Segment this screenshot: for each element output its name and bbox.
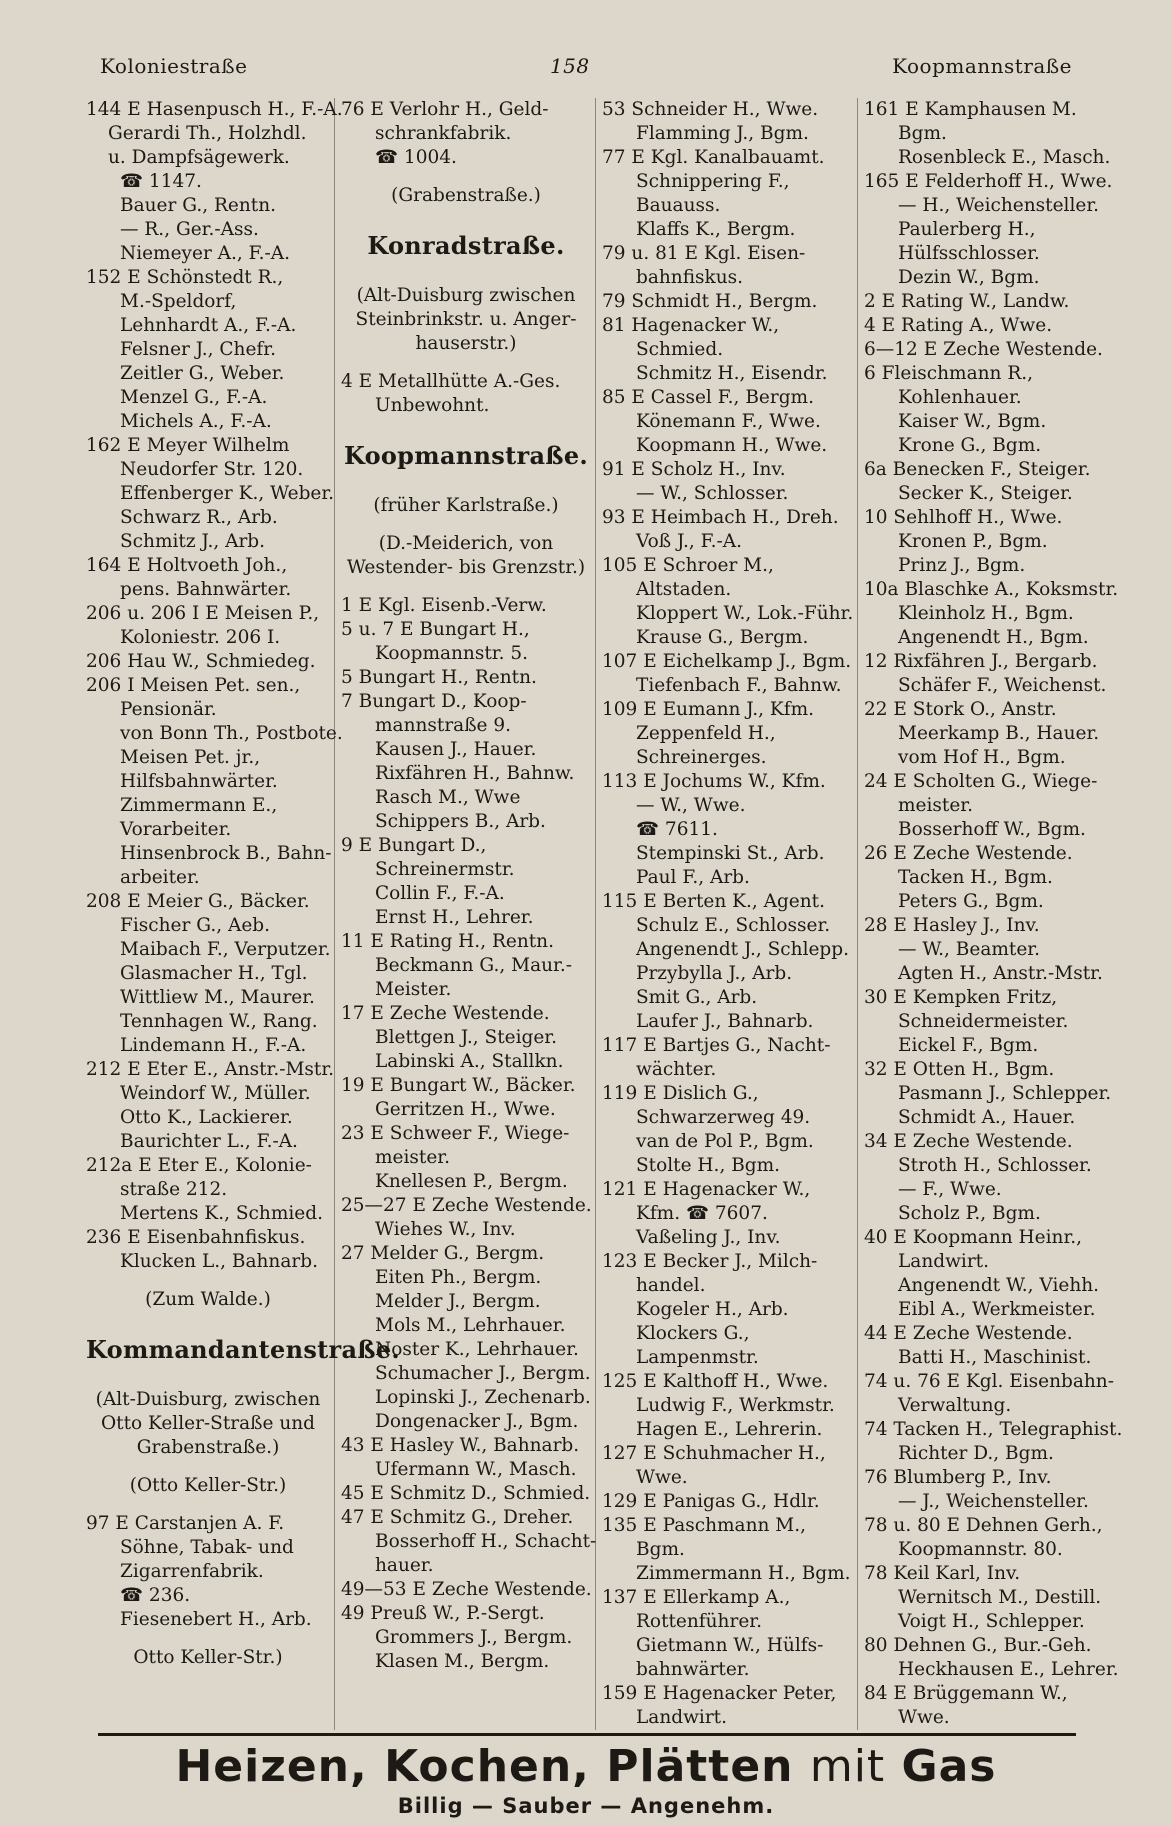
directory-entry: Klasen M., Bergm. xyxy=(375,1651,550,1672)
directory-entry: Bosserhoff W., Bgm. xyxy=(898,819,1086,840)
directory-entry: M.-Speldorf, xyxy=(120,291,237,312)
directory-entry: 79 Schmidt H., Bergm. xyxy=(602,291,818,312)
spacer xyxy=(341,270,591,284)
directory-entry: 43 E Hasley W., Bahnarb. xyxy=(341,1435,580,1456)
directory-entry: Hülfsschlosser. xyxy=(898,243,1040,264)
directory-entry: von Bonn Th., Postbote. xyxy=(120,723,343,744)
advert-word-3: Plätten xyxy=(606,1741,794,1792)
directory-entry: Altstaden. xyxy=(636,579,732,600)
directory-entry: 206 u. 206 I E Meisen P., xyxy=(86,603,320,624)
column-1 xyxy=(80,98,401,1730)
directory-entry: Koopmannstr. 80. xyxy=(898,1539,1063,1560)
directory-columns xyxy=(80,98,1123,1728)
page-number: 158 xyxy=(549,54,590,78)
spacer xyxy=(341,480,591,494)
directory-entry: Blettgen J., Steiger. xyxy=(375,1027,557,1048)
spacer xyxy=(341,418,591,432)
street-note: (D.-Meiderich, von xyxy=(378,533,554,554)
directory-entry: Rottenführer. xyxy=(636,1611,762,1632)
directory-entry: 25—27 E Zeche Westende. xyxy=(341,1195,592,1216)
directory-entry: Kfm. ☎ 7607. xyxy=(636,1203,768,1224)
directory-entry: Fischer G., Aeb. xyxy=(120,915,270,936)
directory-entry: Otto K., Lackierer. xyxy=(120,1107,293,1128)
directory-entry: Baurichter L., F.-A. xyxy=(120,1131,298,1152)
spacer xyxy=(341,580,591,594)
directory-entry: 26 E Zeche Westende. xyxy=(864,843,1073,864)
directory-entry: Wittliew M., Maurer. xyxy=(120,987,315,1008)
directory-entry: Klucken L., Bahnarb. xyxy=(120,1251,318,1272)
directory-entry: meister. xyxy=(898,795,973,816)
directory-entry: Dezin W., Bgm. xyxy=(898,267,1040,288)
directory-entry: 78 u. 80 E Dehnen Gerh., xyxy=(864,1515,1103,1536)
directory-entry: Lopinski J., Zechenarb. xyxy=(375,1387,591,1408)
street-note: (früher Karlstraße.) xyxy=(373,495,559,516)
directory-entry: Zimmermann H., Bgm. xyxy=(636,1563,851,1584)
directory-entry: straße 212. xyxy=(120,1179,228,1200)
directory-entry: 47 E Schmitz G., Dreher. xyxy=(341,1507,574,1528)
directory-entry: 77 E Kgl. Kanalbauamt. xyxy=(602,147,825,168)
directory-entry: 117 E Bartjes G., Nacht- xyxy=(602,1035,831,1056)
directory-entry: ☎ 1147. xyxy=(120,171,202,192)
directory-entry: 107 E Eichelkamp J., Bgm. xyxy=(602,651,852,672)
street-note: Steinbrinkstr. u. Anger- xyxy=(355,309,577,330)
directory-entry: Glasmacher H., Tgl. xyxy=(120,963,308,984)
street-heading: Konradstraße. xyxy=(367,231,565,260)
directory-entry: 137 E Ellerkamp A., xyxy=(602,1587,791,1608)
directory-entry: 80 Dehnen G., Bur.-Geh. xyxy=(864,1635,1092,1656)
directory-entry: arbeiter. xyxy=(120,867,200,888)
directory-entry: 165 E Felderhoff H., Wwe. xyxy=(864,171,1113,192)
directory-entry: 24 E Scholten G., Wiege- xyxy=(864,771,1098,792)
directory-entry: meister. xyxy=(375,1147,450,1168)
directory-entry: 129 E Panigas G., Hdlr. xyxy=(602,1491,820,1512)
directory-entry: Koopmannstr. 5. xyxy=(375,643,528,664)
advert-word-1: Heizen, xyxy=(175,1741,368,1792)
directory-entry: Schnippering F., xyxy=(636,171,790,192)
directory-entry: Wwe. xyxy=(636,1467,688,1488)
directory-entry: Eickel F., Bgm. xyxy=(898,1035,1039,1056)
street-note: Grabenstraße.) xyxy=(136,1437,280,1458)
advert-word-2: Kochen, xyxy=(384,1741,590,1792)
spacer xyxy=(341,208,591,222)
directory-entry: Klockers G., xyxy=(636,1323,750,1344)
directory-entry: — W., Schlosser. xyxy=(636,483,789,504)
directory-entry: Grommers J., Bergm. xyxy=(375,1627,573,1648)
directory-entry: Bgm. xyxy=(636,1539,685,1560)
directory-entry: Melder J., Bergm. xyxy=(375,1291,541,1312)
directory-entry: Söhne, Tabak- und xyxy=(120,1537,294,1558)
directory-entry: Wwe. xyxy=(898,1707,950,1728)
directory-entry: 81 Hagenacker W., xyxy=(602,315,780,336)
directory-entry: Voigt H., Schlepper. xyxy=(898,1611,1085,1632)
directory-entry: Michels A., F.-A. xyxy=(120,411,272,432)
directory-entry: Schumacher J., Bergm. xyxy=(375,1363,591,1384)
directory-entry: Prinz J., Bgm. xyxy=(898,555,1026,576)
directory-entry: Schulz E., Schlosser. xyxy=(636,915,831,936)
directory-entry: 12 Rixfähren J., Bergarb. xyxy=(864,651,1098,672)
directory-entry: hauer. xyxy=(375,1555,434,1576)
directory-entry: Landwirt. xyxy=(898,1251,989,1272)
directory-entry: Dongenacker J., Bgm. xyxy=(375,1411,579,1432)
directory-entry: Meister. xyxy=(375,979,452,1000)
directory-entry: 6—12 E Zeche Westende. xyxy=(864,339,1103,360)
directory-entry: Paulerberg H., xyxy=(898,219,1036,240)
directory-entry: 127 E Schuhmacher H., xyxy=(602,1443,826,1464)
directory-entry: Peters G., Bgm. xyxy=(898,891,1044,912)
directory-entry: 49 Preuß W., P.-Sergt. xyxy=(341,1603,545,1624)
spacer xyxy=(86,1460,330,1474)
directory-entry: 30 E Kempken Fritz, xyxy=(864,987,1058,1008)
directory-entry: 28 E Hasley J., Inv. xyxy=(864,915,1040,936)
directory-entry: Kronen P., Bgm. xyxy=(898,531,1048,552)
directory-entry: Felsner J., Chefr. xyxy=(120,339,276,360)
directory-entry: handel. xyxy=(636,1275,706,1296)
directory-entry: 144 E Hasenpusch H., F.-A. xyxy=(86,99,343,120)
directory-entry: 105 E Schroer M., xyxy=(602,555,774,576)
street-heading: Koopmannstraße. xyxy=(343,441,589,470)
directory-entry: 164 E Holtvoeth Joh., xyxy=(86,555,288,576)
directory-entry: 125 E Kalthoff H., Wwe. xyxy=(602,1371,829,1392)
directory-entry: Menzel G., F.-A. xyxy=(120,387,268,408)
spacer xyxy=(341,518,591,532)
directory-entry: Eibl A., Werkmeister. xyxy=(898,1299,1096,1320)
street-note: (Grabenstraße.) xyxy=(391,185,541,206)
directory-entry: 113 E Jochums W., Kfm. xyxy=(602,771,826,792)
advert-headline xyxy=(0,1742,1172,1792)
directory-entry: bahnfiskus. xyxy=(636,267,744,288)
directory-entry: Wiehes W., Inv. xyxy=(375,1219,516,1240)
street-note: Otto Keller-Straße und xyxy=(100,1413,316,1434)
directory-entry: Effenberger K., Weber. xyxy=(120,483,335,504)
directory-entry: 1 E Kgl. Eisenb.-Verw. xyxy=(341,595,547,616)
directory-entry: Schmitz J., Arb. xyxy=(120,531,266,552)
directory-entry: Kohlenhauer. xyxy=(898,387,1022,408)
directory-entry: Bgm. xyxy=(898,123,947,144)
directory-entry: Weindorf W., Müller. xyxy=(120,1083,311,1104)
directory-entry: Kloppert W., Lok.-Führ. xyxy=(636,603,854,624)
directory-entry: 5 Bungart H., Rentn. xyxy=(341,667,537,688)
directory-entry: Noster K., Lehrhauer. xyxy=(375,1339,579,1360)
directory-entry: 49—53 E Zeche Westende. xyxy=(341,1579,592,1600)
directory-entry: — J., Weichensteller. xyxy=(898,1491,1089,1512)
directory-entry: Mols M., Lehrhauer. xyxy=(375,1315,566,1336)
directory-entry: Schmidt A., Hauer. xyxy=(898,1107,1076,1128)
directory-entry: Lehnhardt A., F.-A. xyxy=(120,315,297,336)
directory-entry: Knellesen P., Bergm. xyxy=(375,1171,568,1192)
directory-entry: Tennhagen W., Rang. xyxy=(120,1011,318,1032)
directory-entry: Ufermann W., Masch. xyxy=(375,1459,577,1480)
directory-entry: Eiten Ph., Bergm. xyxy=(375,1267,542,1288)
directory-entry: 79 u. 81 E Kgl. Eisen- xyxy=(602,243,806,264)
directory-entry: — H., Weichensteller. xyxy=(898,195,1100,216)
directory-entry: 74 u. 76 E Kgl. Eisenbahn- xyxy=(864,1371,1114,1392)
spacer xyxy=(341,170,591,184)
column-3 xyxy=(596,98,858,1730)
directory-entry: Pensionär. xyxy=(120,699,217,720)
spacer xyxy=(86,1498,330,1512)
directory-entry: Paul F., Arb. xyxy=(636,867,750,888)
directory-entry: 212a E Eter E., Kolonie- xyxy=(86,1155,312,1176)
directory-entry: Bauer G., Rentn. xyxy=(120,195,276,216)
directory-entry: 208 E Meier G., Bäcker. xyxy=(86,891,310,912)
directory-entry: 121 E Hagenacker W., xyxy=(602,1179,811,1200)
directory-entry: 34 E Zeche Westende. xyxy=(864,1131,1073,1152)
header-left-street: Koloniestraße xyxy=(100,54,248,78)
street-note: hauserstr.) xyxy=(415,333,517,354)
directory-entry: van de Pol P., Bgm. xyxy=(636,1131,814,1152)
street-note: (Zum Walde.) xyxy=(145,1289,271,1310)
directory-entry: 9 E Bungart D., xyxy=(341,835,487,856)
directory-entry: Batti H., Maschinist. xyxy=(898,1347,1092,1368)
directory-entry: Angenendt W., Viehh. xyxy=(898,1275,1100,1296)
directory-entry: — W., Wwe. xyxy=(636,795,746,816)
directory-entry: Neudorfer Str. 120. xyxy=(120,459,304,480)
directory-entry: 161 E Kamphausen M. xyxy=(864,99,1077,120)
directory-entry: Angenendt J., Schlepp. xyxy=(636,939,850,960)
street-note: Westender- bis Grenzstr.) xyxy=(346,557,586,578)
spacer xyxy=(341,356,591,370)
directory-entry: Krause G., Bergm. xyxy=(636,627,809,648)
directory-entry: 109 E Eumann J., Kfm. xyxy=(602,699,814,720)
directory-entry: Flamming J., Bgm. xyxy=(636,123,809,144)
directory-entry: Beckmann G., Maur.- xyxy=(375,955,572,976)
column-2 xyxy=(335,98,596,1730)
street-note: (Alt-Duisburg, zwischen xyxy=(95,1389,321,1410)
directory-entry: Schwarz R., Arb. xyxy=(120,507,278,528)
directory-entry: Gerritzen H., Wwe. xyxy=(375,1099,556,1120)
directory-entry: 6 Fleischmann R., xyxy=(864,363,1034,384)
directory-entry: Stroth H., Schlosser. xyxy=(898,1155,1092,1176)
directory-entry: 159 E Hagenacker Peter, xyxy=(602,1683,837,1704)
directory-entry: Könemann F., Wwe. xyxy=(636,411,821,432)
directory-entry: Meerkamp B., Hauer. xyxy=(898,723,1100,744)
directory-entry: Scholz P., Bgm. xyxy=(898,1203,1041,1224)
directory-entry: 45 E Schmitz D., Schmied. xyxy=(341,1483,591,1504)
directory-entry: Schwarzerweg 49. xyxy=(636,1107,811,1128)
directory-entry: ☎ 1004. xyxy=(375,147,457,168)
directory-entry: vom Hof H., Bgm. xyxy=(898,747,1066,768)
spacer xyxy=(86,1312,330,1326)
directory-entry: 78 Keil Karl, Inv. xyxy=(864,1563,1021,1584)
directory-entry: schrankfabrik. xyxy=(375,123,512,144)
directory-entry: Krone G., Bgm. xyxy=(898,435,1042,456)
directory-entry: Verwaltung. xyxy=(898,1395,1012,1416)
directory-entry: Landwirt. xyxy=(636,1707,727,1728)
header-right-street: Koopmannstraße xyxy=(892,54,1072,78)
directory-entry: Schreinerges. xyxy=(636,747,767,768)
directory-entry: 40 E Koopmann Heinr., xyxy=(864,1227,1083,1248)
directory-entry: Bosserhoff H., Schacht- xyxy=(375,1531,597,1552)
directory-entry: Meisen Pet. jr., xyxy=(120,747,261,768)
directory-entry: Pasmann J., Schlepper. xyxy=(898,1083,1112,1104)
directory-entry: Kogeler H., Arb. xyxy=(636,1299,789,1320)
directory-entry: — R., Ger.-Ass. xyxy=(120,219,259,240)
advert-word-5: Gas xyxy=(901,1741,997,1792)
directory-entry: Maibach F., Verputzer. xyxy=(120,939,331,960)
directory-entry: 11 E Rating H., Rentn. xyxy=(341,931,554,952)
directory-entry: ☎ 7611. xyxy=(636,819,718,840)
directory-entry: Secker K., Steiger. xyxy=(898,483,1073,504)
street-heading: Kommandantenstraße. xyxy=(86,1335,401,1364)
directory-entry: Tacken H., Bgm. xyxy=(898,867,1053,888)
directory-entry: Collin F., F.-A. xyxy=(375,883,505,904)
directory-entry: 135 E Paschmann M., xyxy=(602,1515,806,1536)
directory-entry: 206 Hau W., Schmiedeg. xyxy=(86,651,316,672)
directory-entry: Hinsenbrock B., Bahn- xyxy=(120,843,332,864)
directory-entry: 206 I Meisen Pet. sen., xyxy=(86,675,301,696)
directory-entry: 74 Tacken H., Telegraphist. xyxy=(864,1419,1123,1440)
directory-entry: 17 E Zeche Westende. xyxy=(341,1003,550,1024)
directory-entry: Schmied. xyxy=(636,339,724,360)
advert-divider xyxy=(98,1733,1076,1736)
directory-entry: Agten H., Anstr.-Mstr. xyxy=(898,963,1103,984)
directory-entry: u. Dampfsägewerk. xyxy=(108,147,290,168)
street-note: (Otto Keller-Str.) xyxy=(129,1475,287,1496)
directory-entry: Schreinermstr. xyxy=(375,859,515,880)
gas-advertisement xyxy=(0,1742,1172,1818)
directory-entry: 212 E Eter E., Anstr.-Mstr. xyxy=(86,1059,335,1080)
directory-entry: Gietmann W., Hülfs- xyxy=(636,1635,824,1656)
directory-entry: Stempinski St., Arb. xyxy=(636,843,825,864)
advert-tagline: Billig — Sauber — Angenehm. xyxy=(397,1794,775,1818)
directory-entry: Ludwig F., Werkmstr. xyxy=(636,1395,835,1416)
column-4 xyxy=(858,98,1123,1730)
directory-entry: Richter D., Bgm. xyxy=(898,1443,1054,1464)
directory-entry: 93 E Heimbach H., Dreh. xyxy=(602,507,839,528)
directory-entry: Hilfsbahnwärter. xyxy=(120,771,278,792)
directory-entry: — W., Beamter. xyxy=(898,939,1040,960)
street-note: Otto Keller-Str.) xyxy=(133,1647,283,1668)
directory-entry: ☎ 236. xyxy=(120,1585,191,1606)
directory-entry: Wernitsch M., Destill. xyxy=(898,1587,1102,1608)
directory-entry: Vaßeling J., Inv. xyxy=(636,1227,781,1248)
directory-entry: 5 u. 7 E Bungart H., xyxy=(341,619,530,640)
directory-entry: Rasch M., Wwe xyxy=(375,787,521,808)
directory-entry: Labinski A., Stallkn. xyxy=(375,1051,564,1072)
directory-entry: Heckhausen E., Lehrer. xyxy=(898,1659,1119,1680)
directory-entry: Koopmann H., Wwe. xyxy=(636,435,828,456)
directory-entry: Fiesenebert H., Arb. xyxy=(120,1609,312,1630)
directory-entry: Lindemann H., F.-A. xyxy=(120,1035,307,1056)
directory-entry: Zigarrenfabrik. xyxy=(120,1561,264,1582)
spacer xyxy=(86,1374,330,1388)
directory-entry: 7 Bungart D., Koop- xyxy=(341,691,527,712)
directory-entry: 236 E Eisenbahnfiskus. xyxy=(86,1227,306,1248)
directory-entry: 76 Blumberg P., Inv. xyxy=(864,1467,1052,1488)
directory-entry: 152 E Schönstedt R., xyxy=(86,267,284,288)
directory-entry: 162 E Meyer Wilhelm xyxy=(86,435,290,456)
directory-entry: 22 E Stork O., Anstr. xyxy=(864,699,1057,720)
directory-entry: 85 E Cassel F., Bergm. xyxy=(602,387,814,408)
directory-entry: 10 Sehlhoff H., Wwe. xyxy=(864,507,1063,528)
directory-entry: Schneidermeister. xyxy=(898,1011,1069,1032)
directory-entry: Przybylla J., Arb. xyxy=(636,963,793,984)
directory-entry: 32 E Otten H., Bgm. xyxy=(864,1059,1055,1080)
directory-entry: Zimmermann E., xyxy=(120,795,278,816)
directory-entry: Gerardi Th., Holzhdl. xyxy=(108,123,307,144)
directory-entry: Smit G., Arb. xyxy=(636,987,758,1008)
directory-entry: 44 E Zeche Westende. xyxy=(864,1323,1073,1344)
directory-entry: 115 E Berten K., Agent. xyxy=(602,891,825,912)
directory-entry: — F., Wwe. xyxy=(898,1179,1002,1200)
directory-entry: Ernst H., Lehrer. xyxy=(375,907,534,928)
directory-entry: 91 E Scholz H., Inv. xyxy=(602,459,786,480)
directory-entry: Unbewohnt. xyxy=(375,395,490,416)
directory-entry: Bauauss. xyxy=(636,195,721,216)
spacer xyxy=(86,1274,330,1288)
directory-entry: Lampenmstr. xyxy=(636,1347,759,1368)
directory-entry: Kausen J., Hauer. xyxy=(375,739,537,760)
directory-entry: 4 E Metallhütte A.-Ges. xyxy=(341,371,561,392)
directory-entry: Zeppenfeld H., xyxy=(636,723,776,744)
directory-entry: Niemeyer A., F.-A. xyxy=(120,243,290,264)
directory-entry: 10a Blaschke A., Koksmstr. xyxy=(864,579,1119,600)
spacer xyxy=(86,1632,330,1646)
directory-entry: Rosenbleck E., Masch. xyxy=(898,147,1111,168)
directory-entry: Hagen E., Lehrerin. xyxy=(636,1419,823,1440)
directory-entry: mannstraße 9. xyxy=(375,715,512,736)
directory-entry: Laufer J., Bahnarb. xyxy=(636,1011,814,1032)
directory-entry: Schippers B., Arb. xyxy=(375,811,546,832)
advert-word-4: mit xyxy=(809,1741,886,1792)
page-header xyxy=(100,48,1072,84)
directory-entry: 76 E Verlohr H., Geld- xyxy=(341,99,549,120)
directory-entry: Kaiser W., Bgm. xyxy=(898,411,1047,432)
directory-entry: Mertens K., Schmied. xyxy=(120,1203,323,1224)
directory-entry: Tiefenbach F., Bahnw. xyxy=(636,675,842,696)
directory-entry: Koloniestr. 206 I. xyxy=(120,627,281,648)
street-note: (Alt-Duisburg zwischen xyxy=(356,285,576,306)
directory-entry: bahnwärter. xyxy=(636,1659,750,1680)
directory-entry: Vorarbeiter. xyxy=(120,819,232,840)
directory-entry: 53 Schneider H., Wwe. xyxy=(602,99,819,120)
directory-entry: Schmitz H., Eisendr. xyxy=(636,363,828,384)
directory-entry: pens. Bahnwärter. xyxy=(120,579,292,600)
directory-entry: Klaffs K., Bergm. xyxy=(636,219,796,240)
directory-entry: Voß J., F.-A. xyxy=(636,531,742,552)
directory-entry: Kleinholz H., Bgm. xyxy=(898,603,1074,624)
directory-entry: Angenendt H., Bgm. xyxy=(898,627,1089,648)
directory-entry: 23 E Schweer F., Wiege- xyxy=(341,1123,570,1144)
directory-entry: 4 E Rating A., Wwe. xyxy=(864,315,1053,336)
directory-entry: wächter. xyxy=(636,1059,717,1080)
directory-entry: 119 E Dislich G., xyxy=(602,1083,759,1104)
directory-entry: Rixfähren H., Bahnw. xyxy=(375,763,575,784)
directory-entry: Zeitler G., Weber. xyxy=(120,363,285,384)
directory-entry: 2 E Rating W., Landw. xyxy=(864,291,1070,312)
directory-entry: Schäfer F., Weichenst. xyxy=(898,675,1107,696)
directory-entry: 6a Benecken F., Steiger. xyxy=(864,459,1091,480)
directory-entry: Stolte H., Bgm. xyxy=(636,1155,781,1176)
directory-entry: 84 E Brüggemann W., xyxy=(864,1683,1068,1704)
directory-entry: 27 Melder G., Bergm. xyxy=(341,1243,545,1264)
directory-entry: 123 E Becker J., Milch- xyxy=(602,1251,818,1272)
directory-entry: 97 E Carstanjen A. F. xyxy=(86,1513,285,1534)
directory-entry: 19 E Bungart W., Bäcker. xyxy=(341,1075,576,1096)
